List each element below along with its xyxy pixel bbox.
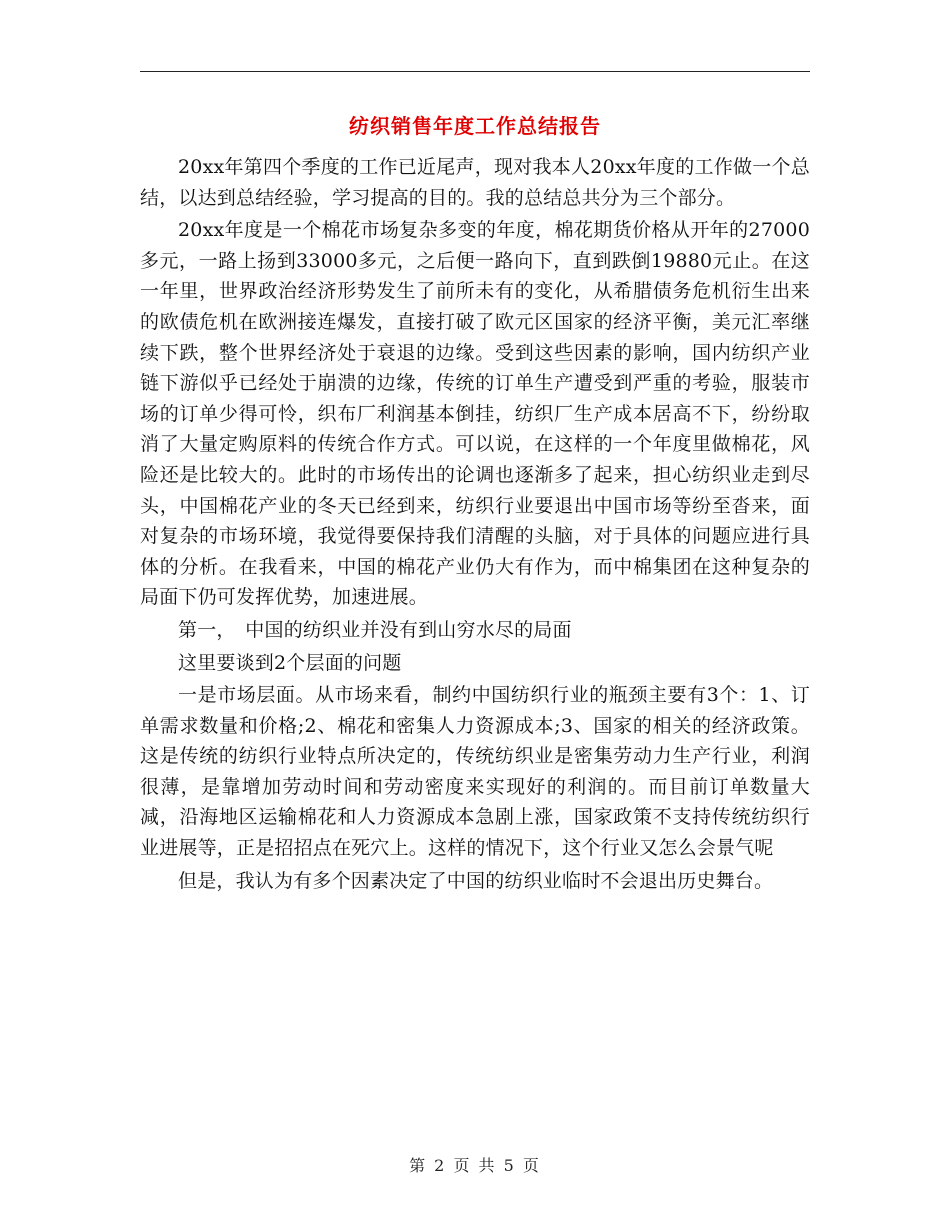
document-body [140,152,810,896]
paragraph-section-heading: 第一， 中国的纺织业并没有到山穷水尽的局面 [178,618,572,641]
paragraph-market-level: 一是市场层面。从市场来看，制约中国纺织行业的瓶颈主要有3个：1、订单需求数量和价格;2、棉花和密集人力资源成本;3、国家的相关的经济政策。这是传统的纺织行业特点所决定的，传统纺织业是密集劳动力生产行业，利润很薄，是靠增加劳动时间和劳动密度来实现好的利润的。而目前订单数量大减，沿海地区运输棉花和人力资源成本急剧上涨，国家政策不支持传统纺织行业进展等，正是招招点在死穴上。这样的情况下，这个行业又怎么会景气呢 [140,684,810,860]
header-rule [140,71,810,72]
paragraph-two-levels: 这里要谈到2个层面的问题 [178,651,402,674]
page-number-footer: 第 2 页 共 5 页 [409,1156,541,1175]
paragraph-intro: 20xx年第四个季度的工作已近尾声，现对我本人20xx年度的工作做一个总结，以达到总结经验，学习提高的目的。我的总结总共分为三个部分。 [140,156,810,209]
paragraph-conclusion: 但是，我认为有多个因素决定了中国的纺织业临时不会退出历史舞台。 [178,869,774,892]
paragraph-market-overview: 20xx年度是一个棉花市场复杂多变的年度，棉花期货价格从开年的27000多元，一路上扬到33000多元，之后便一路向下，直到跌倒19880元止。在这一年里，世界政治经济形势发生了前所未有的变化，从希腊债务危机衍生出来的欧债危机在欧洲接连爆发，直接打破了欧元区国家的经济平衡，美元汇率继续下跌，整个世界经济处于衰退的边缘。受到这些因素的影响，国内纺织产业链下游似乎已经处于崩溃的边缘，传统的订单生产遭受到严重的考验，服装市场的订单少得可怜，织布厂利润基本倒挂，纺织厂生产成本居高不下，纷纷取消了大量定购原料的传统合作方式。可以说，在这样的一个年度里做棉花，风险还是比较大的。此时的市场传出的论调也逐渐多了起来，担心纺织业走到尽头，中国棉花产业的冬天已经到来，纺织行业要退出中国市场等纷至沓来，面对复杂的市场环境，我觉得要保持我们清醒的头脑，对于具体的问题应进行具体的分析。在我看来，中国的棉花产业仍大有作为，而中棉集团在这种复杂的局面下仍可发挥优势，加速进展。 [140,219,810,609]
document-title: 纺织销售年度工作总结报告 [349,114,601,138]
